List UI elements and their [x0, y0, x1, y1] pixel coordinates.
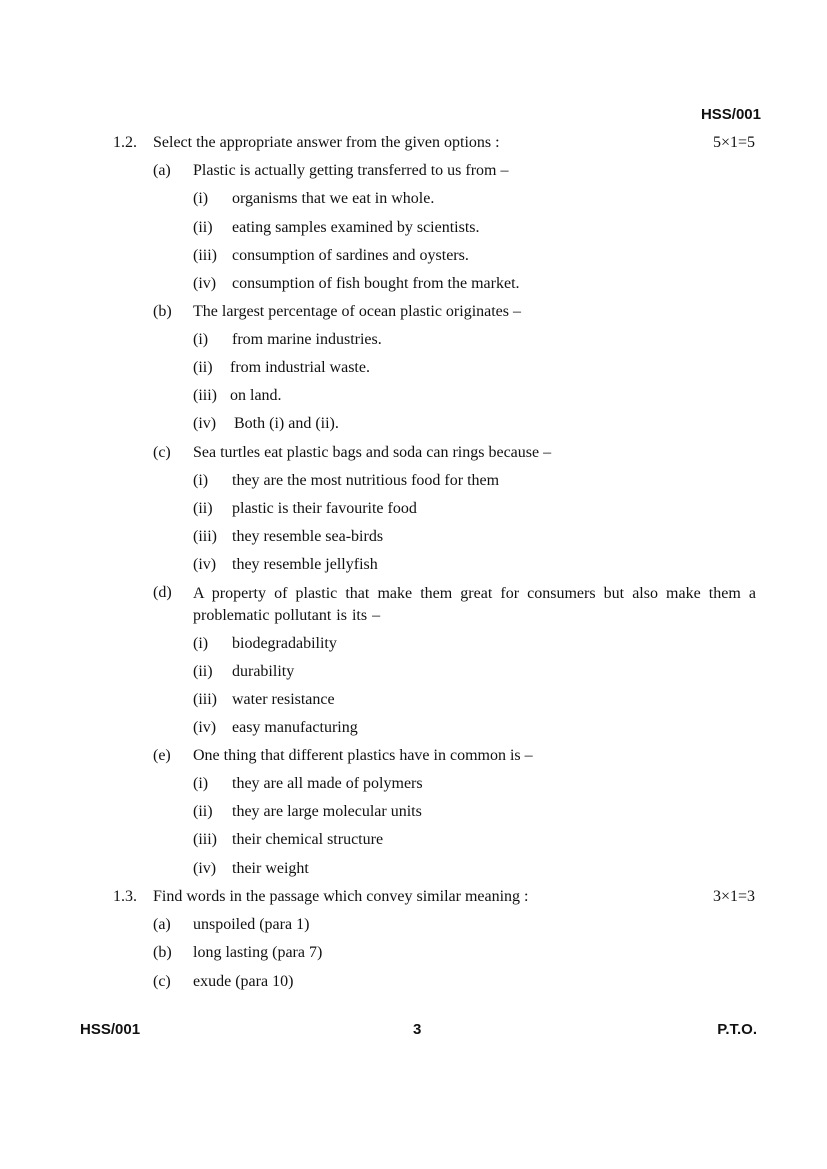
subquestion-stem: Sea turtles eat plastic bags and soda can rings because – — [193, 444, 552, 461]
option-text: they are all made of polymers — [232, 775, 423, 792]
footer-course-code: HSS/001 — [80, 1021, 141, 1038]
option-label: (iv) — [193, 719, 217, 736]
option-label: (i) — [193, 331, 209, 348]
option-text: on land. — [230, 387, 282, 404]
option-text: durability — [232, 663, 295, 680]
question-number: 1.2. — [113, 134, 137, 151]
subquestion-label: (b) — [153, 944, 172, 961]
option-text: they resemble jellyfish — [232, 556, 378, 573]
subquestion-label: (d) — [153, 584, 172, 601]
word-prompt: exude (para 10) — [193, 973, 294, 990]
option-label: (i) — [193, 190, 209, 207]
option-label: (iv) — [193, 275, 217, 292]
question-prompt: Find words in the passage which convey similar meaning : — [153, 888, 529, 905]
option-label: (iii) — [193, 387, 217, 404]
subquestion-label: (e) — [153, 747, 171, 764]
subquestion-label: (c) — [153, 444, 171, 461]
subquestion-label: (a) — [153, 916, 171, 933]
question-marks: 3×1=3 — [712, 888, 755, 905]
option-label: (i) — [193, 635, 209, 652]
option-text: they are large molecular units — [232, 803, 422, 820]
option-text: biodegradability — [232, 635, 337, 652]
question-marks: 5×1=5 — [712, 134, 755, 151]
option-text: consumption of fish bought from the market. — [232, 275, 520, 292]
option-label: (iii) — [193, 247, 217, 264]
option-text: easy manufacturing — [232, 719, 358, 736]
subquestion-stem: A property of plastic that make them great for consumers but also make them a problematic pollutant is its – — [193, 585, 756, 624]
page-number: 3 — [413, 1021, 422, 1038]
option-label: (iv) — [193, 860, 217, 877]
please-turn-over: P.T.O. — [717, 1021, 757, 1038]
word-prompt: unspoiled (para 1) — [193, 916, 310, 933]
option-text: Both (i) and (ii). — [234, 415, 339, 432]
option-label: (ii) — [193, 663, 213, 680]
option-text: their chemical structure — [232, 831, 384, 848]
option-text: their weight — [232, 860, 309, 877]
option-label: (ii) — [193, 500, 213, 517]
option-label: (i) — [193, 775, 209, 792]
option-label: (ii) — [193, 803, 213, 820]
option-label: (iii) — [193, 691, 217, 708]
subquestion-stem: One thing that different plastics have in common is – — [193, 747, 533, 764]
word-prompt: long lasting (para 7) — [193, 944, 323, 961]
option-text: from marine industries. — [232, 331, 382, 348]
subquestion-label: (a) — [153, 162, 171, 179]
option-text: eating samples examined by scientists. — [232, 219, 480, 236]
option-label: (ii) — [193, 359, 213, 376]
option-text: organisms that we eat in whole. — [232, 190, 435, 207]
option-label: (i) — [193, 472, 209, 489]
option-text: plastic is their favourite food — [232, 500, 417, 517]
subquestion-label: (c) — [153, 973, 171, 990]
option-label: (ii) — [193, 219, 213, 236]
option-label: (iii) — [193, 528, 217, 545]
subquestion-stem: The largest percentage of ocean plastic originates – — [193, 303, 522, 320]
option-label: (iii) — [193, 831, 217, 848]
question-number: 1.3. — [113, 888, 137, 905]
subquestion-label: (b) — [153, 303, 172, 320]
option-label: (iv) — [193, 556, 217, 573]
option-label: (iv) — [193, 415, 217, 432]
option-text: water resistance — [232, 691, 335, 708]
option-text: they resemble sea-birds — [232, 528, 384, 545]
option-text: they are the most nutritious food for them — [232, 472, 500, 489]
subquestion-stem: Plastic is actually getting transferred to us from – — [193, 162, 509, 179]
header-course-code: HSS/001 — [700, 106, 761, 123]
option-text: from industrial waste. — [230, 359, 370, 376]
option-text: consumption of sardines and oysters. — [232, 247, 469, 264]
question-prompt: Select the appropriate answer from the given options : — [153, 134, 500, 151]
